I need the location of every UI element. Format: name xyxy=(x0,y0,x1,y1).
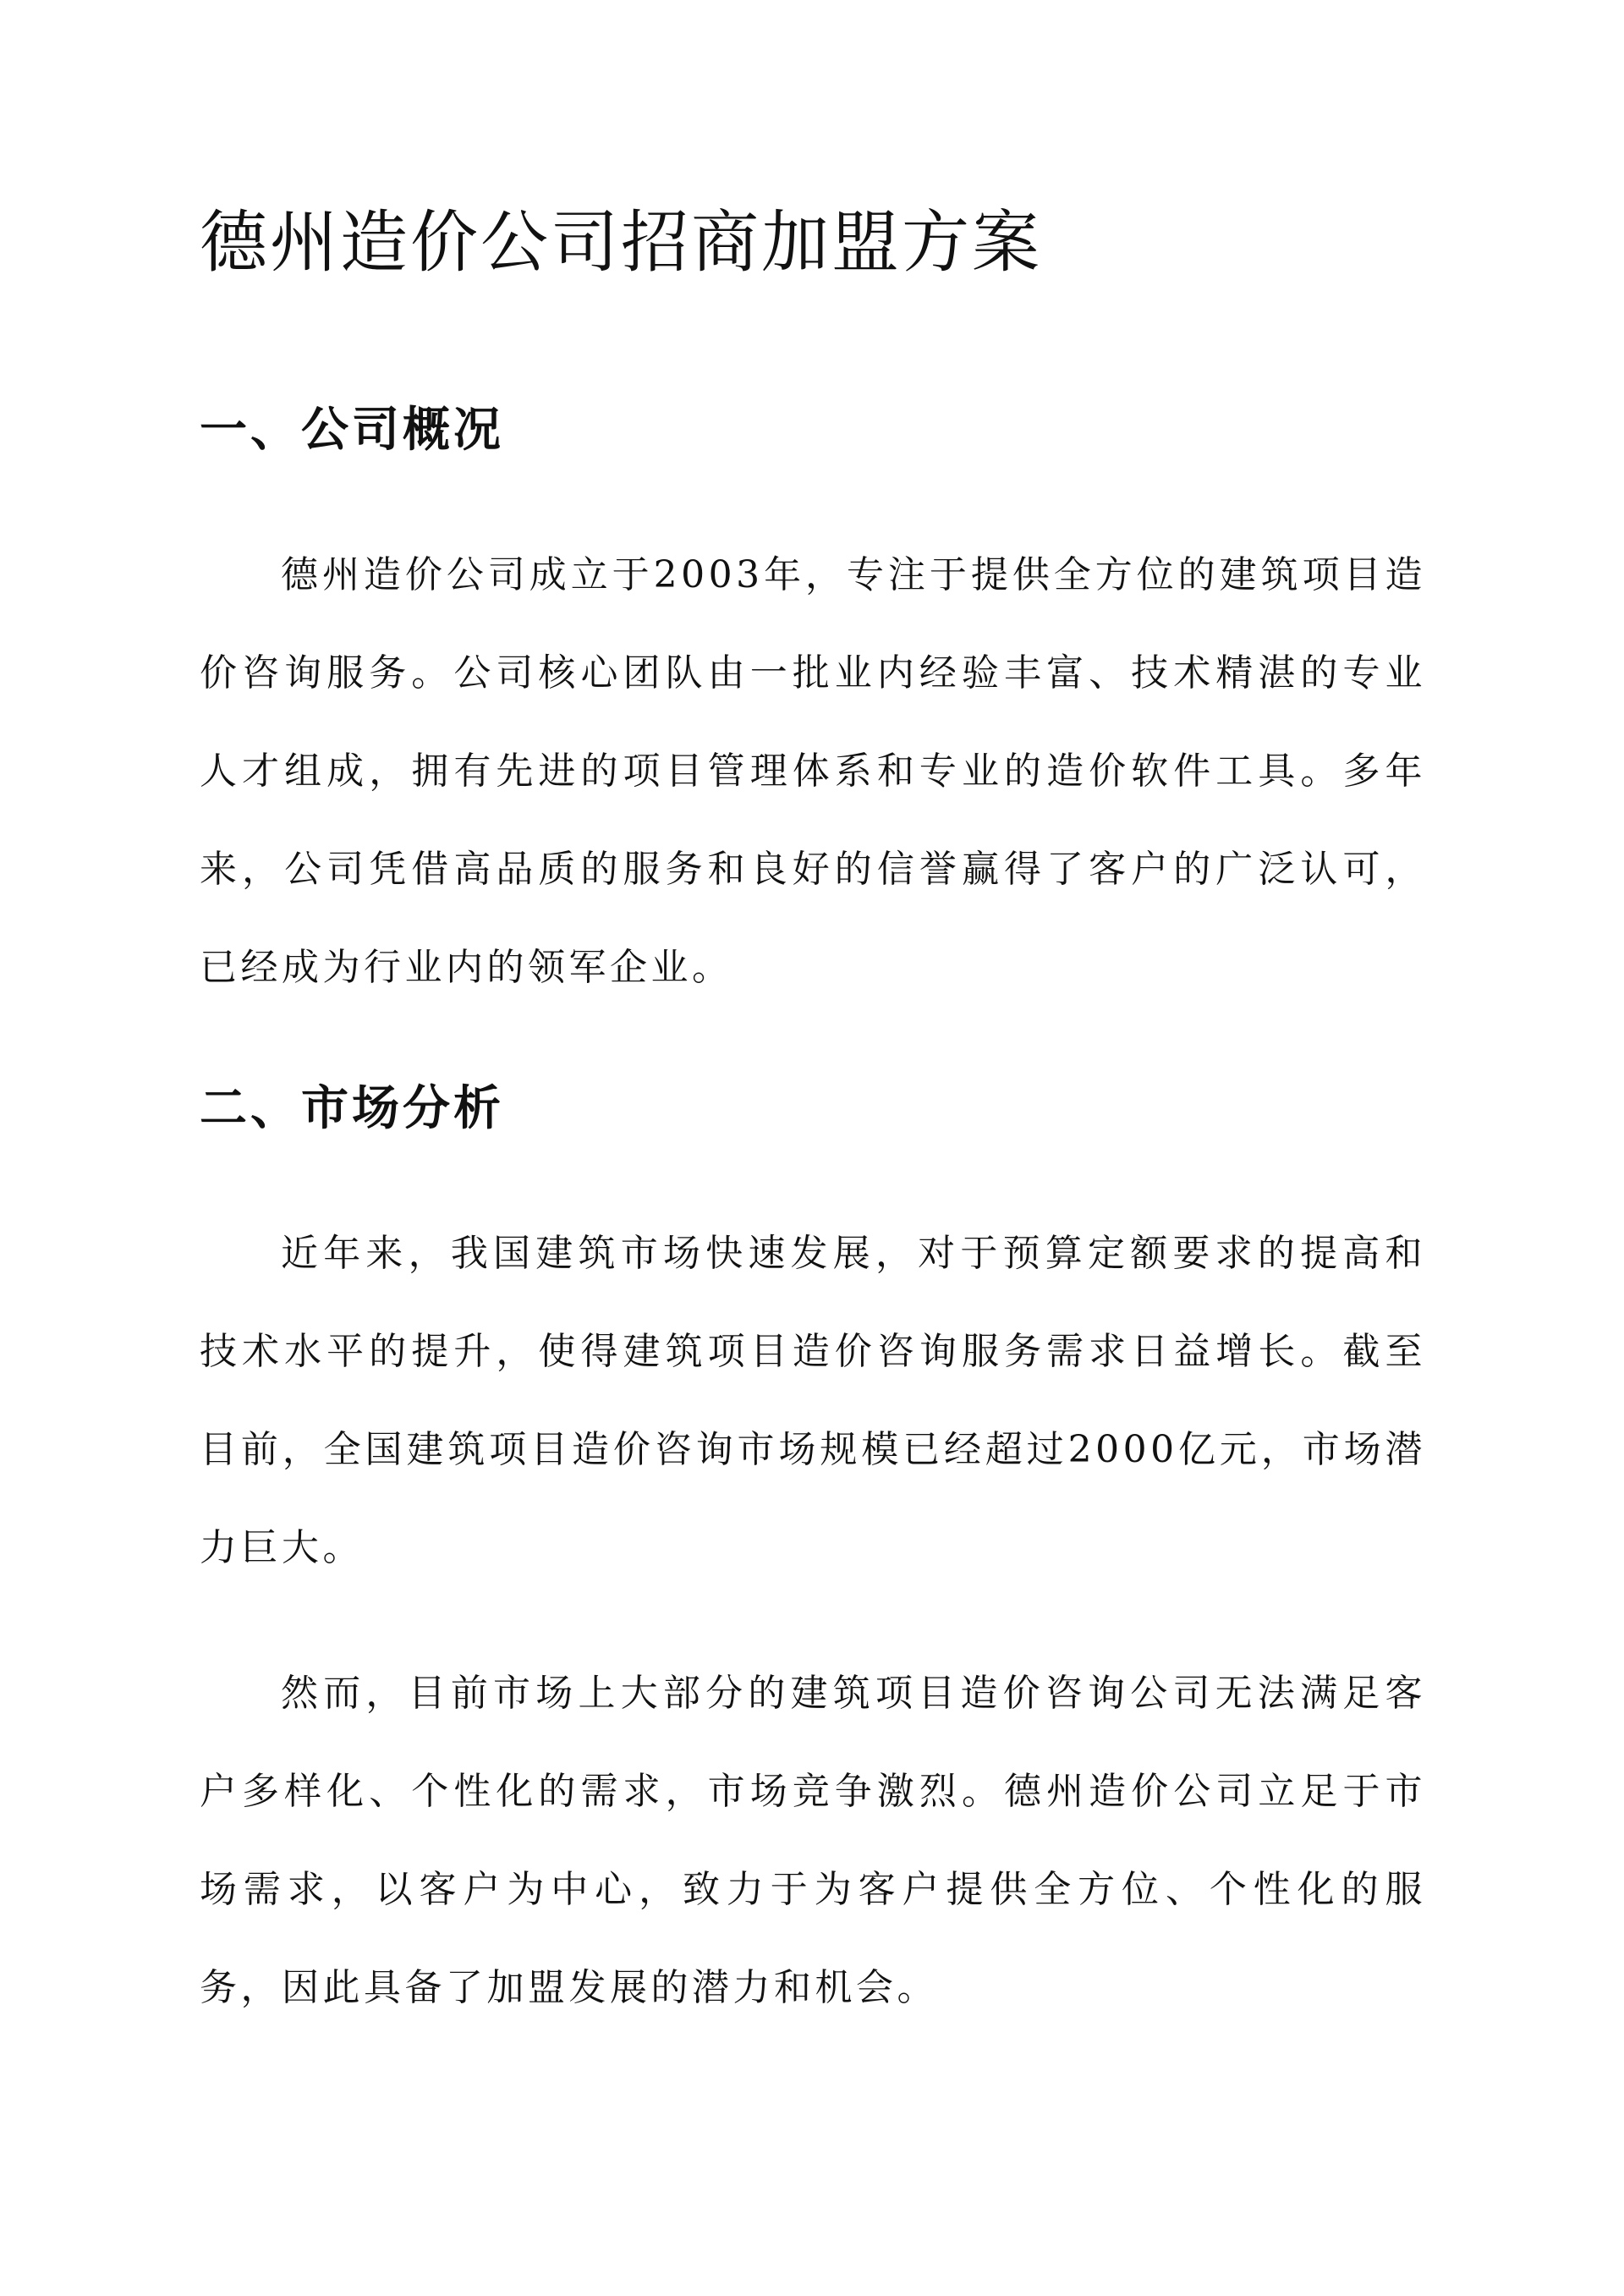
company-overview-paragraph: 德州造价公司成立于2003年，专注于提供全方位的建筑项目造价咨询服务。公司核心团队由一批业内经验丰富、技术精湛的专业人才组成，拥有先进的项目管理体系和专业的造价软件工具。多年来，公司凭借高品质的服务和良好的信誉赢得了客户的广泛认可，已经成为行业内的领军企业。 xyxy=(200,553,1426,989)
section-heading-market-analysis: 二、市场分析 xyxy=(200,1080,504,1136)
document-title: 德州造价公司招商加盟方案 xyxy=(200,203,1042,282)
section-heading-company-overview: 一、公司概况 xyxy=(200,402,504,458)
market-analysis-paragraph-2: 然而，目前市场上大部分的建筑项目造价咨询公司无法满足客户多样化、个性化的需求，市场竞争激烈。德州造价公司立足于市场需求，以客户为中心，致力于为客户提供全方位、个性化的服务，因此具备了加盟发展的潜力和机会。 xyxy=(200,1672,1426,2009)
market-analysis-paragraph-1: 近年来，我国建筑市场快速发展，对于预算定额要求的提高和技术水平的提升，使得建筑项目造价咨询服务需求日益增长。截至目前，全国建筑项目造价咨询市场规模已经超过2000亿元，市场潜力巨大。 xyxy=(200,1232,1426,1569)
